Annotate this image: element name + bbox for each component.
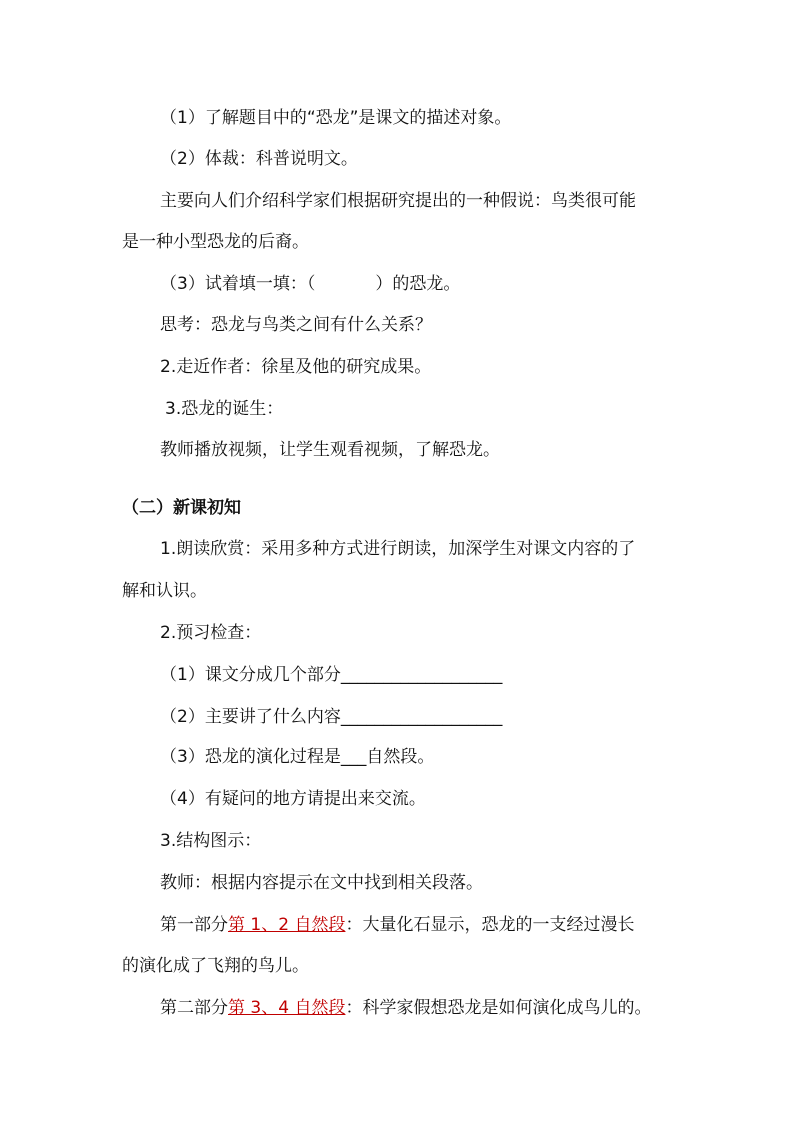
- part-two-label: 第二部分: [160, 998, 228, 1018]
- part-two-summary: ：科学家假想恐龙是如何演化成鸟儿的。: [345, 998, 652, 1018]
- text-line-3a: 主要向人们介绍科学家们根据研究提出的一种假说：鸟类很可能: [160, 191, 636, 211]
- text-line-16: 教师：根据内容提示在文中找到相关段落。: [160, 873, 483, 893]
- text-line-5: 思考：恐龙与鸟类之间有什么关系？: [160, 315, 432, 335]
- fill-in-line: [160, 273, 460, 295]
- text-line-9a: 1.朗读欣赏：采用多种方式进行朗读，加深学生对课文内容的了: [160, 539, 636, 559]
- part-one-paragraphs: 第 1、2 自然段: [228, 915, 346, 935]
- text-line-7: 3.恐龙的诞生：: [165, 399, 284, 419]
- text-line-1: （1）了解题目中的“恐龙”是课文的描述对象。: [160, 108, 512, 128]
- part-one-continuation: 的演化成了飞翔的鸟儿。: [122, 956, 309, 976]
- part-one-label: 第一部分: [160, 915, 228, 935]
- text-line-6: 2.走近作者：徐星及他的研究成果。: [160, 357, 432, 377]
- text-line-10: 2.预习检查：: [160, 623, 262, 643]
- part-two-paragraphs: 第 3、4 自然段: [228, 998, 346, 1018]
- part-one-line: [160, 914, 634, 936]
- text-line-12: （2）主要讲了什么内容___________________: [160, 707, 503, 727]
- section-heading: （二）新课初知: [122, 498, 241, 518]
- text-line-14: （4）有疑问的地方请提出来交流。: [160, 789, 426, 809]
- text-line-2: （2）体裁：科普说明文。: [160, 149, 358, 169]
- text-line-3b: 是一种小型恐龙的后裔。: [122, 232, 309, 252]
- text-line-13: （3）恐龙的演化过程是___自然段。: [160, 747, 435, 767]
- part-two-line: [160, 997, 651, 1019]
- part-one-summary: ：大量化石显示，恐龙的一支经过漫长: [345, 915, 635, 935]
- text-line-15: 3.结构图示：: [160, 831, 262, 851]
- fill-in-suffix: ）的恐龙。: [375, 274, 461, 294]
- text-line-11: （1）课文分成几个部分___________________: [160, 665, 503, 685]
- fill-in-prefix: （3）试着填一填：（: [160, 274, 316, 294]
- text-line-9b: 解和认识。: [122, 581, 207, 601]
- text-line-8: 教师播放视频，让学生观看视频，了解恐龙。: [160, 440, 500, 460]
